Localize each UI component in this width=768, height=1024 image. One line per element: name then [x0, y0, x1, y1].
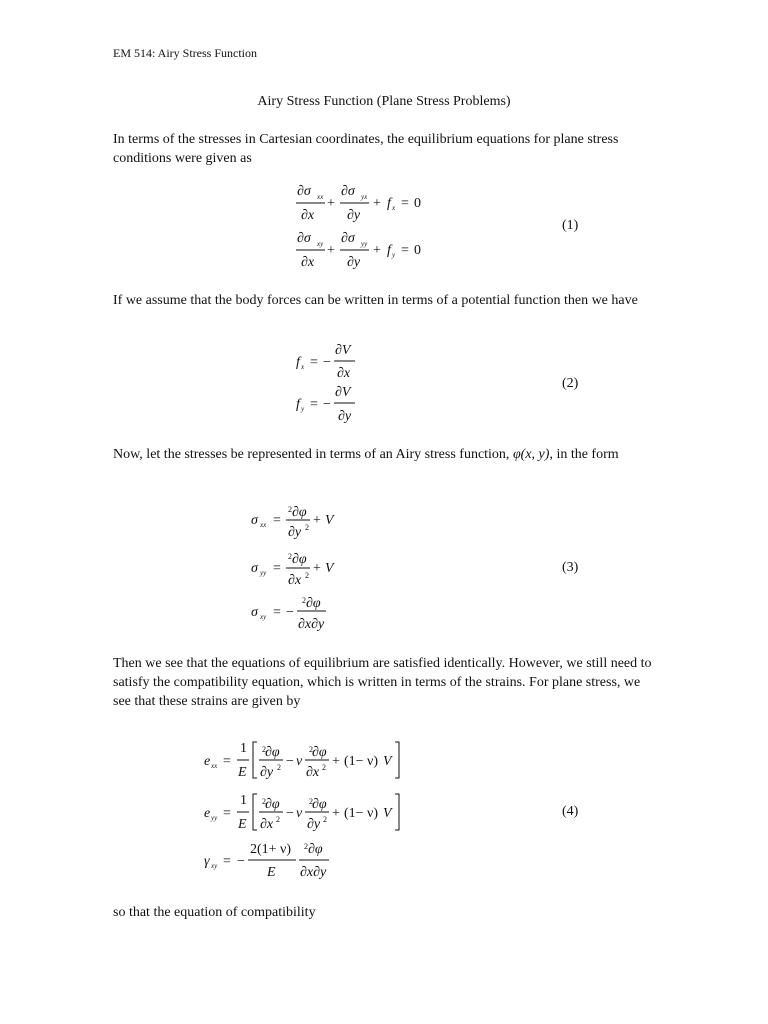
svg-text:−: − [286, 605, 294, 620]
svg-text:−: − [323, 397, 331, 412]
paragraph-body-forces: If we assume that the body forces can be written in terms of a potential function then we have [113, 293, 638, 308]
svg-text:∂φ: ∂φ [265, 745, 280, 760]
svg-text:γ: γ [204, 854, 210, 869]
svg-text:f: f [387, 243, 391, 258]
svg-text:σ: σ [251, 513, 258, 528]
svg-text:∂φ: ∂φ [265, 797, 280, 812]
svg-text:−: − [237, 854, 245, 869]
svg-text:∂y: ∂y [260, 765, 274, 780]
svg-text:f: f [296, 397, 300, 412]
paragraph-equilibrium: In terms of the stresses in Cartesian coordinates, the equilibrium equations for plane stress conditions were given as [113, 132, 619, 166]
svg-text:2(1+ ν): 2(1+ ν) [250, 842, 292, 857]
svg-text:1: 1 [240, 793, 247, 808]
equation-4-line-2 [204, 793, 399, 832]
svg-text:V: V [325, 513, 334, 528]
section-title: Airy Stress Function (Plane Stress Problems) [257, 94, 511, 109]
svg-text:=: = [273, 605, 281, 620]
svg-text:2: 2 [309, 745, 313, 754]
svg-text:=: = [401, 243, 409, 258]
svg-text:2: 2 [302, 596, 306, 605]
equation-3-line-1 [251, 505, 335, 540]
equation-number-1: (1) [562, 218, 579, 233]
svg-text:∂y: ∂y [347, 208, 361, 223]
airy-function-symbol: φ(x, y) [512, 447, 550, 462]
equation-number-4: (4) [562, 804, 579, 819]
svg-text:0: 0 [414, 196, 421, 211]
svg-text:x: x [301, 363, 305, 371]
svg-text:e: e [204, 806, 211, 821]
svg-text:(1− ν): (1− ν) [344, 806, 379, 821]
svg-text:E: E [267, 865, 276, 880]
svg-text:2: 2 [288, 505, 292, 514]
svg-text:=: = [273, 561, 281, 576]
svg-text:∂x: ∂x [301, 255, 315, 270]
svg-text:∂φ: ∂φ [312, 745, 327, 760]
svg-text:2: 2 [305, 523, 309, 532]
svg-text:σ: σ [251, 561, 258, 576]
svg-text:∂φ: ∂φ [292, 552, 307, 567]
svg-text:y: y [392, 251, 396, 259]
svg-text:e: e [204, 754, 211, 769]
svg-text:2: 2 [322, 763, 326, 772]
svg-text:−: − [286, 806, 294, 821]
svg-text:∂x: ∂x [301, 208, 315, 223]
svg-text:x: x [392, 204, 396, 212]
svg-text:∂x∂y: ∂x∂y [298, 617, 325, 632]
svg-text:xy: xy [317, 240, 324, 248]
equation-number-3: (3) [562, 560, 579, 575]
svg-text:2: 2 [262, 797, 266, 806]
svg-text:1: 1 [240, 741, 247, 756]
svg-text:∂σ: ∂σ [341, 184, 355, 199]
equation-1-line-2 [296, 231, 421, 270]
svg-text:2: 2 [304, 842, 308, 851]
svg-text:2: 2 [262, 745, 266, 754]
svg-text:+: + [327, 196, 335, 211]
equation-4-line-3 [204, 842, 329, 880]
p3-text-before: Now, let the stresses be represented in terms of an Airy stress function, [113, 447, 513, 462]
svg-text:2: 2 [323, 815, 327, 824]
svg-text:−: − [286, 754, 294, 769]
svg-text:∂φ: ∂φ [306, 596, 321, 611]
svg-text:2: 2 [277, 763, 281, 772]
svg-text:+: + [313, 513, 321, 528]
svg-text:f: f [387, 196, 391, 211]
svg-text:∂σ: ∂σ [297, 231, 311, 246]
svg-text:∂V: ∂V [335, 385, 351, 400]
svg-text:yy: yy [260, 569, 267, 577]
svg-text:=: = [310, 355, 318, 370]
svg-text:2: 2 [309, 797, 313, 806]
svg-text:V: V [383, 806, 392, 821]
svg-text:+: + [332, 806, 340, 821]
paragraph-compatibility: Then we see that the equations of equilibrium are satisfied identically. However, we still need to satisfy the compatibility equation, which is written in terms of the strains. For plane stress, we see that these strains are given by [113, 656, 652, 709]
svg-text:xx: xx [260, 521, 267, 529]
svg-text:E: E [238, 817, 247, 832]
svg-text:∂y: ∂y [347, 255, 361, 270]
svg-text:∂σ: ∂σ [297, 184, 311, 199]
svg-text:=: = [223, 854, 231, 869]
svg-text:+: + [313, 561, 321, 576]
svg-text:(1− ν): (1− ν) [344, 754, 379, 769]
svg-text:0: 0 [414, 243, 421, 258]
svg-text:+: + [327, 243, 335, 258]
svg-text:∂φ: ∂φ [308, 842, 323, 857]
svg-text:f: f [296, 355, 300, 370]
svg-text:=: = [310, 397, 318, 412]
svg-text:∂y: ∂y [338, 409, 352, 424]
svg-text:yx: yx [361, 193, 368, 201]
svg-text:∂y: ∂y [288, 525, 302, 540]
svg-text:∂x: ∂x [306, 765, 320, 780]
svg-text:∂x: ∂x [337, 366, 351, 381]
svg-text:−: − [323, 355, 331, 370]
svg-text:∂x∂y: ∂x∂y [300, 865, 327, 880]
equation-4-line-1 [204, 741, 399, 780]
svg-text:∂y: ∂y [307, 817, 321, 832]
svg-text:+: + [373, 243, 381, 258]
svg-text:∂x: ∂x [260, 817, 274, 832]
svg-text:2: 2 [305, 571, 309, 580]
svg-text:yy: yy [211, 814, 218, 822]
svg-text:xy: xy [260, 613, 267, 621]
svg-text:∂V: ∂V [335, 343, 351, 358]
svg-text:y: y [301, 405, 305, 413]
equation-2-line-1 [296, 343, 355, 381]
p3-text-after: , in the form [549, 447, 619, 462]
svg-text:V: V [325, 561, 334, 576]
svg-text:yy: yy [361, 240, 368, 248]
svg-text:∂σ: ∂σ [341, 231, 355, 246]
svg-text:V: V [383, 754, 392, 769]
svg-text:+: + [332, 754, 340, 769]
svg-text:=: = [223, 806, 231, 821]
svg-text:E: E [238, 765, 247, 780]
svg-text:∂x: ∂x [288, 573, 302, 588]
svg-text:=: = [401, 196, 409, 211]
svg-text:xx: xx [317, 193, 324, 201]
svg-text:+: + [373, 196, 381, 211]
running-header: EM 514: Airy Stress Function [113, 46, 258, 60]
svg-text:∂φ: ∂φ [292, 505, 307, 520]
svg-text:xy: xy [211, 862, 218, 870]
svg-text:∂φ: ∂φ [312, 797, 327, 812]
svg-text:2: 2 [288, 552, 292, 561]
equation-3-line-3 [251, 596, 326, 632]
equation-1-line-1 [296, 184, 421, 223]
svg-text:2: 2 [276, 815, 280, 824]
svg-text:=: = [273, 513, 281, 528]
svg-text:xx: xx [211, 762, 218, 770]
svg-text:σ: σ [251, 605, 258, 620]
svg-text:ν: ν [296, 754, 303, 769]
equation-number-2: (2) [562, 376, 579, 391]
svg-text:=: = [223, 754, 231, 769]
svg-text:ν: ν [296, 806, 303, 821]
paragraph-compatibility-eq: so that the equation of compatibility [113, 905, 316, 920]
equation-3-line-2 [251, 552, 335, 588]
equation-2-line-2 [296, 385, 355, 424]
